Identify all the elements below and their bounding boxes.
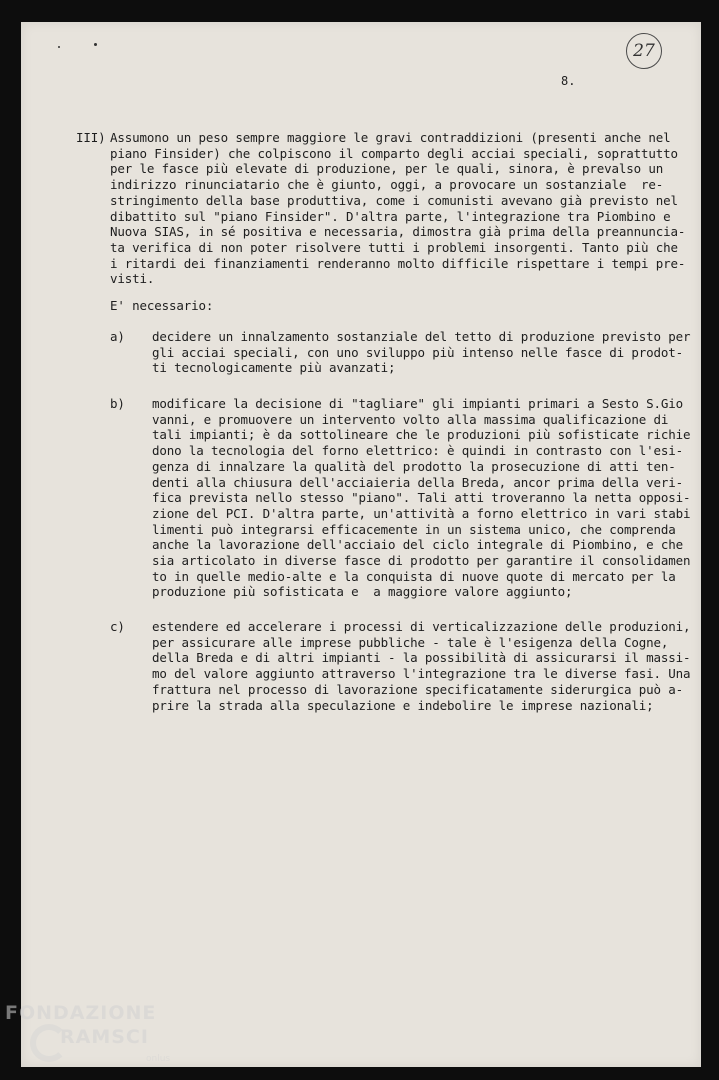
list-item-line: produzione più sofisticata e a maggiore valore aggiunto; (152, 584, 573, 600)
list-item-line: mo del valore aggiunto attraverso l'integrazione tra le diverse fasi. Una (152, 666, 691, 682)
paragraph-line: Nuova SIAS, in sé positiva e necessaria, dimostra già prima della preannuncia- (110, 224, 686, 240)
watermark-line2: RAMSCI (60, 1026, 149, 1048)
watermark-line1: FONDAZIONE (5, 1002, 157, 1024)
paragraph-line: Assumono un peso sempre maggiore le gravi contraddizioni (presenti anche nel (110, 130, 671, 145)
paragraph-line: visti. (110, 271, 155, 287)
list-item-line: limenti può integrarsi efficacemente in un sistema unico, che comprenda (152, 521, 676, 537)
list-item-line: to in quelle medio-alte e la conquista di nuove quote di mercato per la (152, 568, 676, 584)
list-item-line: estendere ed accelerare i processi di verticalizzazione delle produzioni, (152, 619, 691, 634)
section-marker: III) (76, 130, 106, 145)
paragraph-line: piano Finsider) che colpiscono il comparto degli acciai speciali, soprattutto (110, 145, 678, 161)
list-item-line: gli acciai speciali, con uno sviluppo più intenso nelle fasce di prodot- (152, 344, 684, 360)
list-item-line: anche la lavorazione dell'acciaio del ciclo integrale di Piombino, e che (152, 537, 684, 553)
list-item-line: genza di innalzare la qualità del prodotto la prosecuzione di atti ten- (152, 458, 676, 474)
list-item-line: tali impianti; è da sottolineare che le produzioni più sofisticate richie (152, 427, 691, 443)
paragraph-line: dibattito sul "piano Finsider". D'altra parte, l'integrazione tra Piombino e (110, 208, 671, 224)
list-marker: a) (110, 329, 125, 344)
list-item-line: dono la tecnologia del forno elettrico: è quindi in contrasto con l'esi- (152, 443, 684, 459)
list-marker: b) (110, 396, 125, 411)
list-item-line: frattura nel processo di lavorazione specificatamente siderurgica può a- (152, 681, 684, 697)
paragraph-line: i ritardi dei finanziamenti renderanno molto difficile rispettare i tempi pre- (110, 255, 686, 271)
list-item-line: prire la strada alla speculazione e indebolire le imprese nazionali; (152, 697, 654, 713)
page-number: 8. (561, 74, 576, 88)
handwritten-page-number: 27 (626, 33, 662, 69)
paragraph-line: indirizzo rinunciatario che è giunto, oggi, a provocare un sostanziale re- (110, 177, 664, 193)
list-item-line: per assicurare alle imprese pubbliche - tale è l'esigenza della Cogne, (152, 634, 669, 650)
scan-speck (94, 43, 97, 46)
list-item-line: zione del PCI. D'altra parte, un'attività a forno elettrico in vari stabi (152, 505, 691, 521)
watermark-sub: onlus (146, 1054, 171, 1064)
list-item-line: ti tecnologicamente più avanzati; (152, 360, 396, 376)
list-item-line: della Breda e di altri impianti - la possibilità di assicurarsi il massi- (152, 650, 691, 666)
list-item-line: fica prevista nello stesso "piano". Tali atti troveranno la netta opposi- (152, 490, 691, 506)
list-item-line: sia articolato in diverse fasce di prodotto per garantire il consolidamen (152, 553, 691, 568)
list-marker: c) (110, 619, 125, 634)
scan-speck (58, 46, 60, 48)
necessario-label: E' necessario: (110, 298, 214, 313)
list-item-line: denti alla chiusura dell'acciaieria della Breda, ancor prima della veri- (152, 474, 684, 490)
paragraph-line: per le fasce più elevate di produzione, per le quali, sinora, è prevalso un (110, 161, 664, 177)
list-item-line: modificare la decisione di "tagliare" gli impianti primari a Sesto S.Gio (152, 396, 684, 411)
paragraph-line: ta verifica di non poter risolvere tutti i problemi insorgenti. Tanto più che (110, 239, 678, 255)
paragraph-line: stringimento della base produttiva, come i comunisti avevano già previsto nel (110, 192, 678, 208)
list-item-line: vanni, e promuovere un intervento volto alla massima qualificazione di (152, 411, 669, 427)
list-item-line: decidere un innalzamento sostanziale del tetto di produzione previsto per (152, 329, 691, 344)
